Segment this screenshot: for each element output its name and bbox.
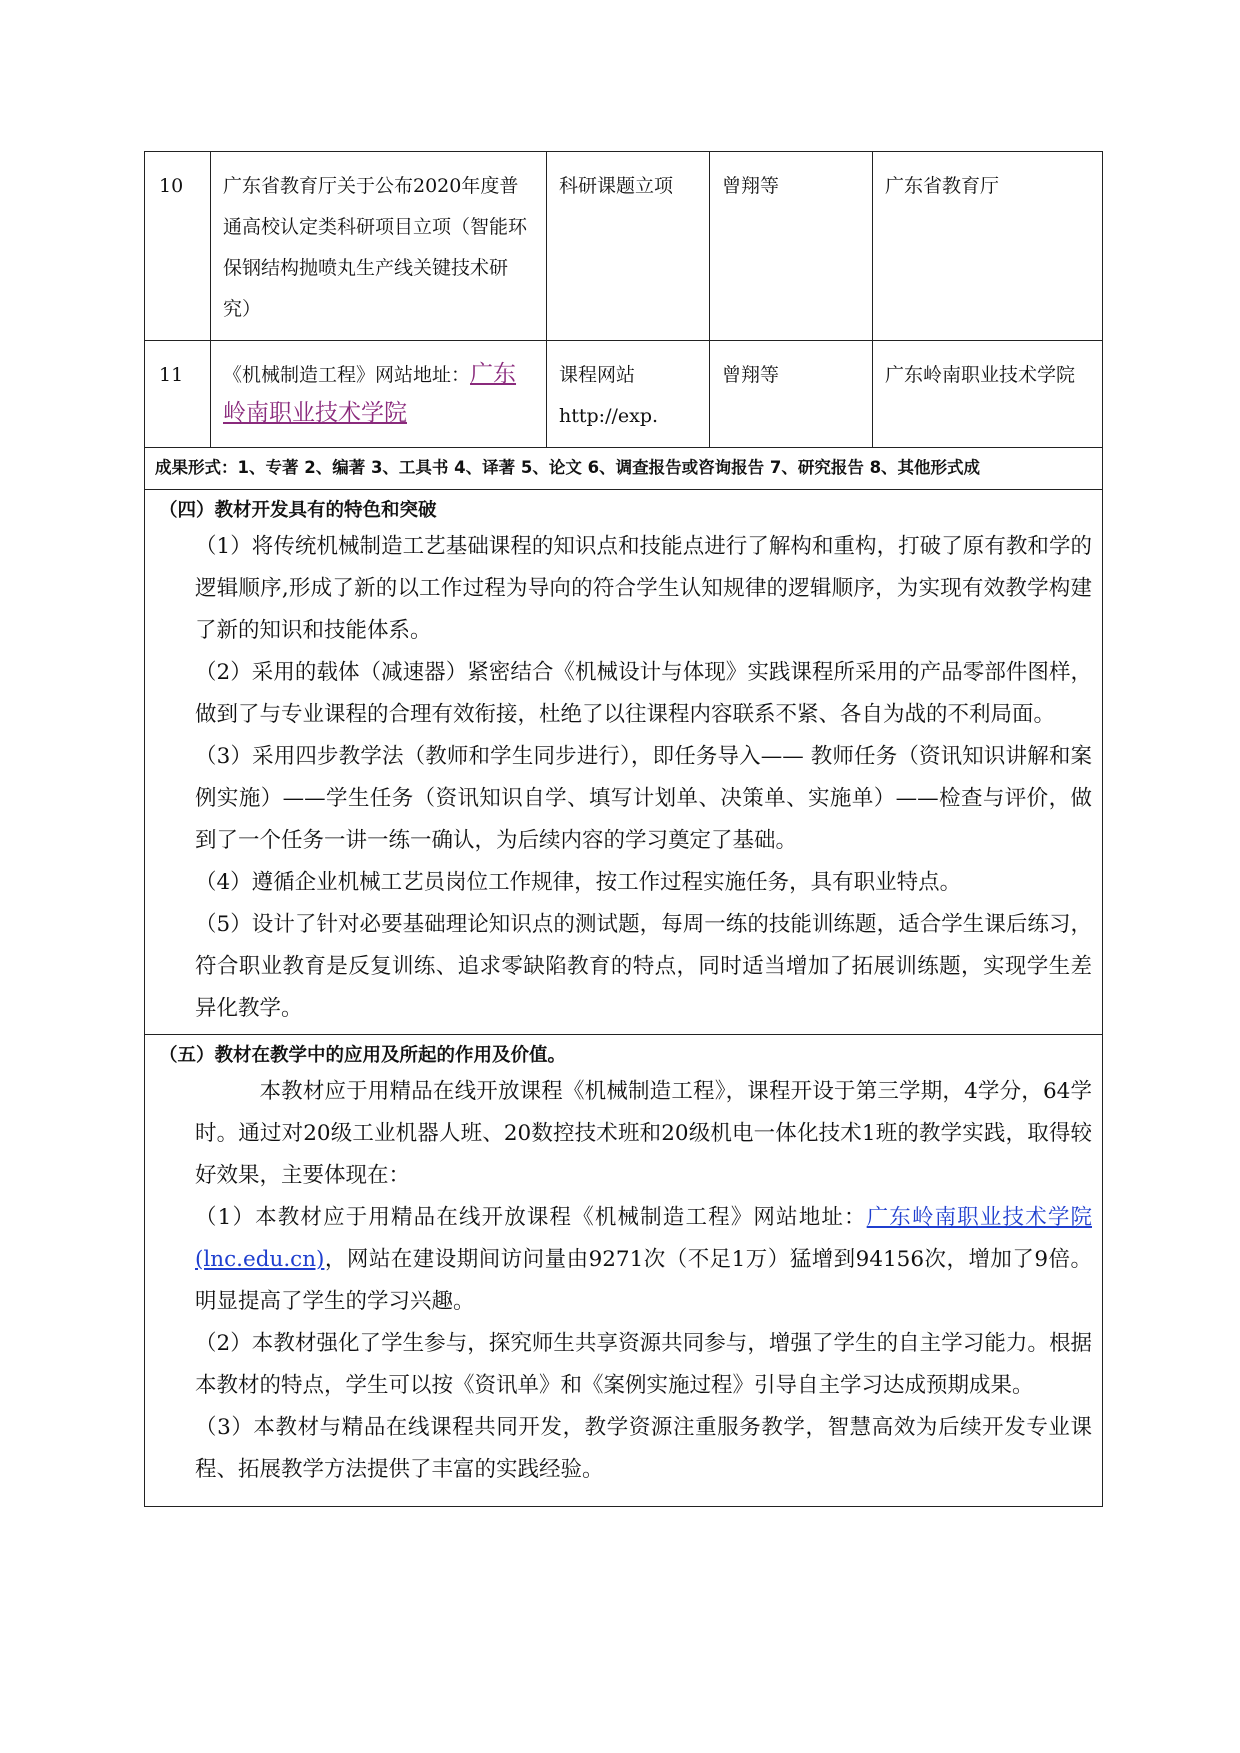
achievements-table (144, 151, 1103, 1507)
row-number: 11 (159, 364, 184, 386)
achievement-name: 广东省教育厅关于公布2020年度普通高校认定类科研项目立项（智能环保钢结构抛喷丸生产线关键技术研究） (223, 175, 528, 320)
achievement-name (211, 341, 546, 443)
achievement-type (547, 341, 709, 447)
college-website-link[interactable]: 广东岭南职业技术学院 (lnc.edu.cn) (195, 1205, 1092, 1272)
document-page (144, 151, 1102, 1507)
table-row (145, 341, 1103, 448)
achievement-person: 曾翔等 (722, 364, 780, 386)
p1-suffix: ，网站在建设期间访问量由9271次（不足1万）猛增到94156次，增加了9倍。明显提高了学生的学习兴趣。 (195, 1247, 1092, 1314)
application-paragraph: （3）本教材与精品在线课程共同开发，教学资源注重服务教学，智慧高效为后续开发专业课程、拓展教学方法提供了丰富的实践经验。 (195, 1415, 1092, 1482)
p1-prefix: （1）本教材应于用精品在线开放课程《机械制造工程》网站地址： (195, 1205, 867, 1230)
section-four-heading: （四）教材开发具有的特色和突破 (159, 500, 437, 521)
feature-paragraph: （4）遵循企业机械工艺员岗位工作规律，按工作过程实施任务，具有职业特点。 (195, 870, 962, 895)
note-row (145, 448, 1103, 490)
achievement-unit: 广东省教育厅 (885, 175, 1000, 197)
section-four-body (145, 526, 1102, 1034)
feature-paragraph: （2）采用的载体（减速器）紧密结合《机械设计与体现》实践课程所采用的产品零部件图样，做到了与专业课程的合理有效衔接，杜绝了以往课程内容联系不紧、各自为战的不利局面。 (195, 660, 1092, 727)
table-row (145, 152, 1103, 341)
name-prefix: 《机械制造工程》网站地址： (223, 364, 471, 386)
application-paragraph (195, 1197, 1092, 1323)
feature-paragraph: （1）将传统机械制造工艺基础课程的知识点和技能点进行了解构和重构，打破了原有教和学的逻辑顺序,形成了新的以工作过程为导向的符合学生认知规律的逻辑顺序，为实现有效教学构建了新的知识和技能体系。 (195, 534, 1092, 643)
achievement-unit: 广东岭南职业技术学院 (885, 364, 1076, 386)
row-number: 10 (159, 175, 184, 197)
achievement-person: 曾翔等 (722, 175, 780, 197)
section-five-row (145, 1035, 1103, 1507)
achievement-form-note: 成果形式：1、专著 2、编著 3、工具书 4、译著 5、论文 6、调查报告或咨询报告 7、研究报告 8、其他形式成 (155, 458, 981, 477)
type-line: 课程网站 (559, 364, 636, 386)
type-url: http://exp. (559, 405, 659, 427)
feature-paragraph: （3）采用四步教学法（教师和学生同步进行），即任务导入—— 教师任务（资讯知识讲解和案例实施）——学生任务（资讯知识自学、填写计划单、决策单、实施单）——检查与评价，做到了一个任务一讲一练一确认，为后续内容的学习奠定了基础。 (195, 744, 1092, 853)
section-four-row (145, 490, 1103, 1035)
application-paragraph: （2）本教材强化了学生参与，探究师生共享资源共同参与，增强了学生的自主学习能力。根据本教材的特点，学生可以按《资讯单》和《案例实施过程》引导自主学习达成预期成果。 (195, 1331, 1092, 1398)
application-intro: 本教材应于用精品在线开放课程《机械制造工程》，课程开设于第三学期，4学分，64学时。通过对20级工业机器人班、20数控技术班和20级机电一体化技术1班的教学实践，取得较好效果，主要体现在： (195, 1079, 1092, 1188)
section-five-heading: （五）教材在教学中的应用及所起的作用及价值。 (159, 1045, 567, 1066)
feature-paragraph: （5）设计了针对必要基础理论知识点的测试题，每周一练的技能训练题，适合学生课后练习，符合职业教育是反复训练、追求零缺陷教育的特点，同时适当增加了拓展训练题，实现学生差异化教学。 (195, 912, 1092, 1021)
section-five-body (145, 1071, 1102, 1495)
achievement-type: 科研课题立项 (559, 175, 674, 197)
website-link[interactable]: 广东岭南职业技术学院 (223, 361, 517, 426)
